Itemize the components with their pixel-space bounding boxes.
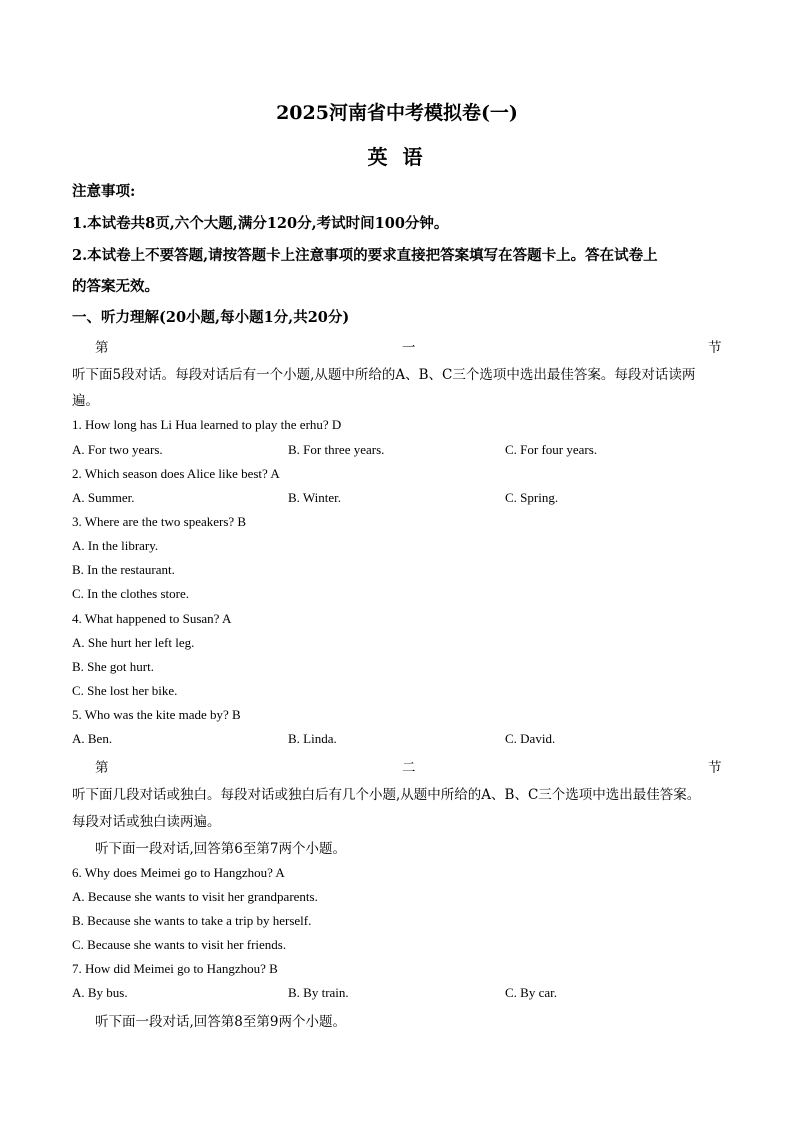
q6-option-a: A. Because she wants to visit her grandparents. — [72, 889, 318, 904]
q6-option-b: B. Because she wants to take a trip by herself. — [72, 913, 312, 928]
q1-option-a: A. For two years. — [72, 442, 163, 457]
section-1-di: 第 — [95, 340, 109, 356]
q1-option-b: B. For three years. — [288, 442, 385, 457]
question-7: 7. How did Meimei go to Hangzhou? B — [72, 961, 278, 976]
section-1-intro-2: 遍。 — [72, 393, 99, 409]
section-2-intro-2: 每段对话或独白读两遍。 — [72, 814, 221, 830]
section-1-num: 一 — [402, 340, 416, 356]
q5-option-c: C. David. — [505, 731, 556, 746]
question-2: 2. Which season does Alice like best? A — [72, 466, 280, 481]
part1-heading: 一、听力理解(20小题,每小题1分,共20分) — [72, 309, 350, 326]
exam-title: 2025河南省中考模拟卷(一) — [276, 102, 518, 124]
note-1: 1.本试卷共8页,六个大题,满分120分,考试时间100分钟。 — [72, 215, 449, 232]
q3-option-c: C. In the clothes store. — [72, 586, 189, 601]
notes-heading: 注意事项: — [72, 183, 136, 200]
q2-option-b: B. Winter. — [288, 490, 342, 505]
q1-option-c: C. For four years. — [505, 442, 598, 457]
q3-option-b: B. In the restaurant. — [72, 562, 175, 577]
q7-option-b: B. By train. — [288, 985, 349, 1000]
section-1-jie: 节 — [708, 340, 722, 356]
q4-option-b: B. She got hurt. — [72, 659, 154, 674]
q5-option-a: A. Ben. — [72, 731, 113, 746]
section-2-num: 二 — [402, 760, 416, 776]
question-5: 5. Who was the kite made by? B — [72, 707, 241, 722]
section-2-intro-1: 听下面几段对话或独白。每段对话或独白后有几个小题,从题中所给的A、B、C三个选项中选出最佳答案。 — [72, 787, 701, 803]
q7-option-c: C. By car. — [505, 985, 557, 1000]
note-2-line-2: 的答案无效。 — [72, 278, 159, 295]
question-4: 4. What happened to Susan? A — [72, 611, 232, 626]
q6-option-c: C. Because she wants to visit her friends. — [72, 937, 287, 952]
dialog-6-7-instruction: 听下面一段对话,回答第6至第7两个小题。 — [95, 841, 346, 857]
q7-option-a: A. By bus. — [72, 985, 128, 1000]
section-2-jie: 节 — [708, 760, 722, 776]
question-3: 3. Where are the two speakers? B — [72, 514, 247, 529]
dialog-8-9-instruction: 听下面一段对话,回答第8至第9两个小题。 — [95, 1014, 346, 1030]
q4-option-c: C. She lost her bike. — [72, 683, 178, 698]
section-2-di: 第 — [95, 760, 109, 776]
q5-option-b: B. Linda. — [288, 731, 337, 746]
question-6: 6. Why does Meimei go to Hangzhou? A — [72, 865, 285, 880]
q2-option-a: A. Summer. — [72, 490, 135, 505]
section-1-intro-1: 听下面5段对话。每段对话后有一个小题,从题中所给的A、B、C三个选项中选出最佳答案。每段对话读两 — [72, 367, 696, 383]
question-1: 1. How long has Li Hua learned to play the erhu? D — [72, 417, 342, 432]
q3-option-a: A. In the library. — [72, 538, 159, 553]
q4-option-a: A. She hurt her left leg. — [72, 635, 195, 650]
note-2-line-1: 2.本试卷上不要答题,请按答题卡上注意事项的要求直接把答案填写在答题卡上。答在试卷上 — [72, 247, 658, 264]
exam-subject: 英 语 — [367, 145, 427, 169]
q2-option-c: C. Spring. — [505, 490, 559, 505]
